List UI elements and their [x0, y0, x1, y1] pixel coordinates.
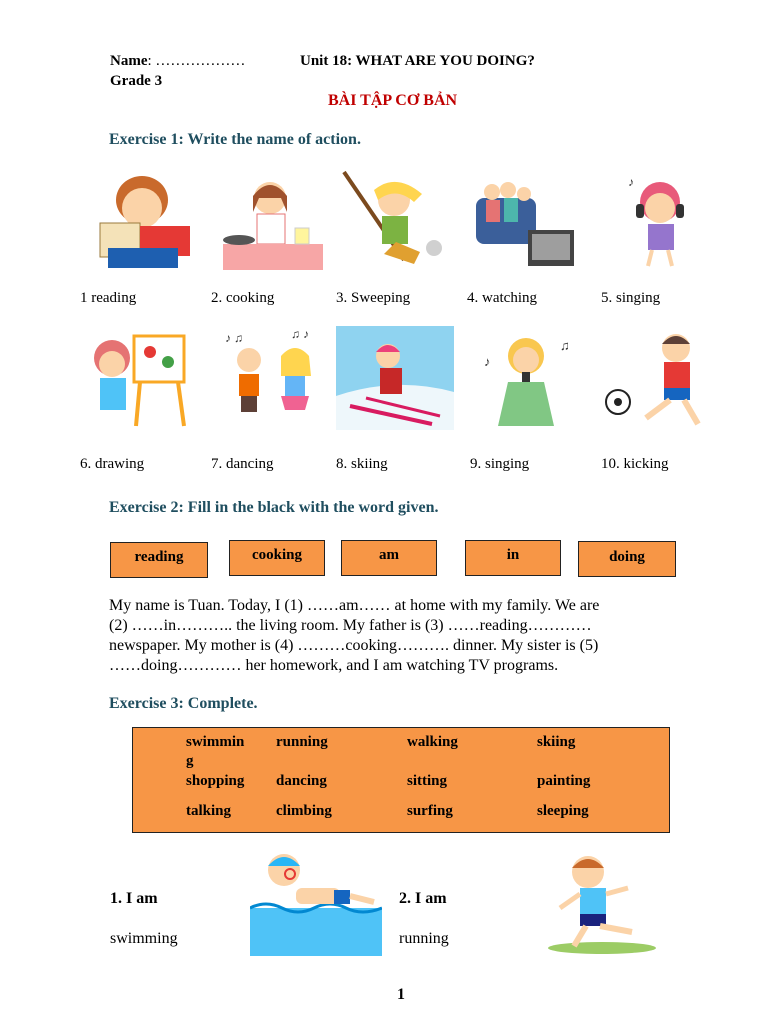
word-bank-word: talking	[186, 803, 232, 819]
word-bank-word: sitting	[407, 773, 448, 789]
dancing-picture	[215, 326, 333, 430]
skiing-picture	[336, 326, 454, 430]
word-bank-word: dancing	[276, 773, 327, 789]
grade-label: Grade 3	[110, 73, 163, 89]
action-caption-5: 5. singing	[601, 290, 661, 306]
question-2-prompt: 2. I am	[399, 890, 447, 907]
paragraph-line-4: ……doing………… her homework, and I am watching TV programs.	[109, 657, 559, 674]
name-label: Name	[110, 53, 148, 69]
svg-text:♪: ♪	[628, 175, 634, 189]
word-bank-word: painting	[537, 773, 591, 789]
unit-title: Unit 18: WHAT ARE YOU DOING?	[300, 53, 535, 69]
word-bank-word: swimmin	[186, 734, 245, 750]
sweeping-picture	[334, 168, 452, 272]
action-caption-6: 6. drawing	[80, 456, 145, 472]
name-line	[110, 53, 245, 70]
svg-text:♫ ♪: ♫ ♪	[291, 327, 309, 341]
singing-picture	[608, 168, 726, 272]
question-2-answer: running	[399, 930, 449, 947]
word-bank-word: sleeping	[537, 803, 589, 819]
word-bank-word: running	[276, 734, 328, 750]
word-bank-word: walking	[407, 734, 458, 750]
swimming-picture	[250, 846, 382, 956]
word-bank-word: shopping	[186, 773, 245, 789]
word-box-reading: reading	[110, 542, 208, 578]
svg-text:♪ ♫: ♪ ♫	[225, 331, 243, 345]
exercise1-title: Exercise 1: Write the name of action.	[109, 131, 361, 148]
word-bank-word: surfing	[407, 803, 453, 819]
action-caption-9: 9. singing	[470, 456, 530, 472]
question-1-answer: swimming	[110, 930, 178, 947]
word-bank-word: skiing	[537, 734, 576, 750]
page-subtitle: BÀI TẬP CƠ BẢN	[328, 92, 458, 109]
word-bank-word-wrap: g	[186, 753, 194, 769]
action-caption-10: 10. kicking	[601, 456, 669, 472]
action-caption-1: 1 reading	[80, 290, 137, 306]
paragraph-line-3: newspaper. My mother is (4) ………cooking………. dinner. My sister is (5)	[109, 637, 599, 654]
name-dots: : ………………	[147, 53, 246, 69]
running-picture	[538, 848, 668, 956]
question-1-prompt: 1. I am	[110, 890, 158, 907]
action-caption-7: 7. dancing	[211, 456, 274, 472]
paragraph-line-2: (2) ……in……….. the living room. My father is (3) ……reading…………	[109, 617, 592, 634]
word-bank-word: climbing	[276, 803, 332, 819]
reading-picture	[80, 168, 198, 272]
svg-text:♫: ♫	[560, 338, 570, 353]
action-caption-3: 3. Sweeping	[336, 290, 411, 306]
exercise3-title: Exercise 3: Complete.	[109, 695, 258, 712]
watching-picture	[470, 168, 588, 272]
action-caption-4: 4. watching	[467, 290, 537, 306]
paragraph-line-1: My name is Tuan. Today, I (1) ……am…… at home with my family. We are	[109, 597, 600, 614]
page-number: 1	[397, 986, 405, 1003]
action-caption-2: 2. cooking	[211, 290, 275, 306]
singing-girl-picture	[470, 326, 588, 430]
word-box-am: am	[341, 540, 437, 576]
drawing-picture	[80, 326, 198, 430]
cooking-picture	[215, 168, 333, 272]
exercise2-title: Exercise 2: Fill in the black with the word given.	[109, 499, 439, 516]
action-caption-8: 8. skiing	[336, 456, 388, 472]
word-box-cooking: cooking	[229, 540, 325, 576]
word-box-in: in	[465, 540, 561, 576]
word-bank-box	[132, 727, 670, 833]
fill-in-paragraph	[109, 596, 669, 676]
word-box-doing: doing	[578, 541, 676, 577]
kicking-picture	[600, 326, 718, 430]
svg-text:♪: ♪	[484, 354, 491, 369]
